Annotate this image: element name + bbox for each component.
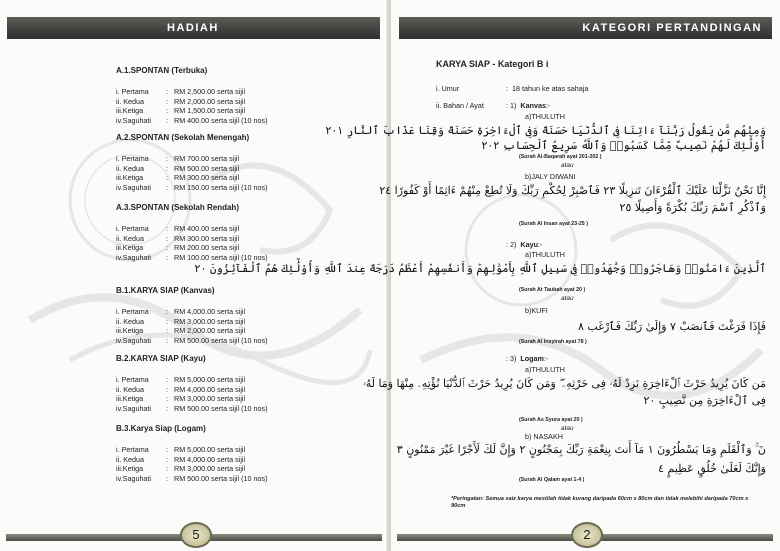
prize-amount: RM 300.00 serta sijil xyxy=(174,173,240,182)
prize-amount: RM 150.00 serta sijil (10 nos) xyxy=(174,182,268,192)
prize-amount: RM 500.00 serta sijil (10 nos) xyxy=(174,473,268,483)
prize-amount: RM 5,000.00 serta sijil xyxy=(174,375,246,384)
page-number: 5 xyxy=(180,522,212,548)
script-style-label: a)THULUTH xyxy=(525,250,565,259)
colon: : xyxy=(166,384,168,394)
colon: : xyxy=(166,375,168,384)
prize-rank: iii.Ketiga xyxy=(116,394,144,403)
prize-row xyxy=(116,317,245,326)
prize-amount: RM 4,000.00 serta sijil xyxy=(174,454,246,464)
prize-row xyxy=(116,116,267,125)
prize-row xyxy=(116,445,245,454)
colon: : xyxy=(166,464,168,473)
colon: : xyxy=(166,473,168,483)
umur-value: : 18 tahun ke atas sahaja xyxy=(506,84,589,93)
prize-rank: iv.Saguhati xyxy=(116,403,152,413)
colon: : xyxy=(166,316,168,326)
arabic-verse: أُوْلَٰٓئِكَ لَهُمْ نَصِيبٌ مِّمَّا كَسَبُوا۟ وَٱللَّهُ سَرِيعُ ٱلْحِسَابِ ٢٠٢ xyxy=(481,139,766,152)
arabic-verse: مَن كَانَ يُرِيدُ حَرْثَ ٱلْءَاخِرَةِ نَزِدْ لَهُۥ فِى حَرْثِهِۦ ۖ وَمَن كَانَ يُرِيدُ حَرْثَ ٱلدُّنْيَا نُؤْتِهِۦ مِنْهَا وَمَا لَهُۥ xyxy=(362,377,766,390)
colon: : xyxy=(166,96,168,106)
material-name: Kayu xyxy=(520,240,538,249)
script-style-label: a)THULUTH xyxy=(525,112,565,121)
umur-label: i. Umur xyxy=(436,84,460,93)
prize-rank: i. Pertama xyxy=(116,224,149,233)
prize-rank: iii.Ketiga xyxy=(116,173,144,182)
prize-rank: iv.Saguhati xyxy=(116,335,152,345)
prize-rank: iv.Saguhati xyxy=(116,182,152,192)
prize-amount: RM 500.00 serta sijil (10 nos) xyxy=(174,335,268,345)
prize-amount: RM 2,500.00 serta sijil xyxy=(174,87,246,96)
item-number: : 3) xyxy=(506,354,517,363)
prize-row xyxy=(116,243,239,252)
arabic-verse: إِنَّا نَحْنُ نَزَّلْنَا عَلَيْكَ ٱلْقُرْءَانَ تَنزِيلًا ٢٣ فَٱصْبِرْ لِحُكْمِ رَبِّكَ وَلَا تُطِعْ مِنْهُمْ ءَاثِمًا أَوْ كَفُورًا ٢٤ xyxy=(379,184,766,197)
bahan-label: ii. Bahan / Ayat xyxy=(436,101,484,110)
prize-amount: RM 100.00 serta sijil (10 nos) xyxy=(174,252,268,262)
prize-row xyxy=(116,106,245,115)
verse-citation: (Surah Al Insan ayat 23-25 ) xyxy=(519,221,588,227)
prize-row xyxy=(116,87,245,96)
item-number: : 1) xyxy=(506,101,517,110)
prize-rank: ii. Kedua xyxy=(116,384,144,394)
arabic-verse: وَمِنْهُم مَّن يَقُولُ رَبَّنَآ ءَاتِنَا فِى ٱلدُّنْيَا حَسَنَةً وَفِى ٱلْءَاخِرَةِ حَسَنَةً وَقِنَا عَذَابَ ٱلنَّارِ ٢٠١ xyxy=(325,124,766,137)
section-title: A.3.SPONTAN (Sekolah Rendah) xyxy=(116,203,239,212)
prize-rank: iii.Ketiga xyxy=(116,326,144,335)
prize-amount: RM 5,000.00 serta sijil xyxy=(174,445,246,454)
prize-row xyxy=(116,234,239,243)
colon: : xyxy=(166,154,168,163)
prize-row xyxy=(116,326,245,335)
prize-rank: ii. Kedua xyxy=(116,316,144,326)
colon: : xyxy=(166,173,168,182)
prize-amount: RM 4,000.00 serta sijil xyxy=(174,307,246,316)
verse-citation: (Surah Al-Baqarah ayat 201-202 ) xyxy=(519,154,602,160)
section-title: A.2.SPONTAN (Sekolah Menengah) xyxy=(116,133,250,142)
size-warning-note: *Peringatan: Semua saiz karya mestilah tidak kurang daripada 60cm x 80cm dan tidak melebihi daripada 70cm x 90cm xyxy=(451,496,749,509)
prize-row xyxy=(116,375,245,384)
prize-row xyxy=(116,224,239,233)
prize-amount: RM 1,500.00 serta sijil xyxy=(174,106,246,115)
prize-amount: RM 200.00 serta sijil xyxy=(174,243,240,252)
prize-rank: i. Pertama xyxy=(116,87,149,96)
section-title: A.1.SPONTAN (Terbuka) xyxy=(116,66,208,75)
colon: : xyxy=(166,115,168,125)
prize-rank: iii.Ketiga xyxy=(116,243,144,252)
prize-row xyxy=(116,385,245,394)
category-title: KARYA SIAP - Kategori B i xyxy=(436,59,549,69)
arabic-verse: فَإِذَا فَرَغْتَ فَٱنصَبْ ٧ وَإِلَىٰ رَبِّكَ فَٱرْغَب ٨ xyxy=(578,320,766,333)
arabic-verse: وَإِنَّكَ لَعَلَىٰ خُلُقٍ عَظِيمٍ ٤ xyxy=(658,462,766,475)
material-suffix: :- xyxy=(545,101,551,110)
colon: : xyxy=(166,307,168,316)
prize-row xyxy=(116,154,239,163)
prize-amount: RM 4,000.00 serta sijil xyxy=(174,384,246,394)
atau-text: atau xyxy=(561,162,574,169)
arabic-verse: فِى ٱلْءَاخِرَةِ مِن نَّصِيبٍ ٢٠ xyxy=(643,394,766,407)
verse-citation: (Surah At Taubah ayat 20 ) xyxy=(519,287,586,293)
arabic-verse: وَٱذْكُرِ ٱسْمَ رَبِّكَ بُكْرَةً وَأَصِيلًا ٢٥ xyxy=(619,201,766,214)
atau-text: atau xyxy=(561,295,574,302)
prize-amount: RM 3,000.00 serta sijil xyxy=(174,394,246,403)
colon: : xyxy=(166,182,168,192)
prize-amount: RM 500.00 serta sijil (10 nos) xyxy=(174,403,268,413)
prize-rank: ii. Kedua xyxy=(116,96,144,106)
prize-rank: iii.Ketiga xyxy=(116,464,144,473)
prize-amount: RM 400.00 serta sijil xyxy=(174,224,240,233)
colon: : xyxy=(166,403,168,413)
prize-rank: i. Pertama xyxy=(116,445,149,454)
material-name: Logam xyxy=(520,354,544,363)
section-title: B.2.KARYA SIAP (Kayu) xyxy=(116,354,206,363)
prize-row xyxy=(116,404,267,413)
item-number: : 2) xyxy=(506,240,517,249)
page-header: HADIAH xyxy=(7,17,380,39)
prize-row xyxy=(116,464,245,473)
colon: : xyxy=(166,224,168,233)
prize-amount: RM 3,000.00 serta sijil xyxy=(174,464,246,473)
prize-rank: iv.Saguhati xyxy=(116,115,152,125)
verse-citation: (Surah Al Qalam ayat 1-4 ) xyxy=(519,477,585,483)
prize-row xyxy=(116,474,267,483)
arabic-verse: ٱلَّذِينَ ءَامَنُوا۟ وَهَاجَرُوا۟ وَجَٰهَدُوا۟ فِى سَبِيلِ ٱللَّهِ بِأَمْوَٰلِهِمْ وَأَنفُسِهِمْ أَعْظَمُ دَرَجَةً عِندَ ٱللَّهِ وَأُوْلَٰٓئِكَ هُمُ ٱلْفَآئِزُونَ ٢٠ xyxy=(194,262,766,275)
prize-amount: RM 400.00 serta sijil (10 nos) xyxy=(174,115,268,125)
prize-amount: RM 2,000.00 serta sijil xyxy=(174,326,246,335)
prize-row xyxy=(116,97,245,106)
colon: : xyxy=(166,445,168,454)
prize-rank: i. Pertama xyxy=(116,154,149,163)
verse-citation: (Surah As Syura ayat 20 ) xyxy=(519,417,583,423)
material-name: Kanvas xyxy=(520,101,546,110)
prize-row xyxy=(116,336,267,345)
script-style-label: b) NASAKH xyxy=(525,432,563,441)
prize-amount: RM 3,000.00 serta sijil xyxy=(174,316,246,326)
material-item xyxy=(506,101,550,110)
prize-rank: i. Pertama xyxy=(116,307,149,316)
prize-row xyxy=(116,173,239,182)
colon: : xyxy=(166,106,168,115)
section-title: B.1.KARYA SIAP (Kanvas) xyxy=(116,286,215,295)
material-suffix: :- xyxy=(543,354,549,363)
colon: : xyxy=(166,243,168,252)
colon: : xyxy=(166,233,168,243)
material-suffix: :- xyxy=(537,240,543,249)
prize-amount: RM 500.00 serta sijil xyxy=(174,163,240,173)
prize-rank: ii. Kedua xyxy=(116,233,144,243)
material-item xyxy=(506,240,542,249)
prize-rank: iii.Ketiga xyxy=(116,106,144,115)
prize-row xyxy=(116,307,245,316)
prize-amount: RM 300.00 serta sijil xyxy=(174,233,240,243)
section-title: B.3.Karya Siap (Logam) xyxy=(116,424,206,433)
colon: : xyxy=(166,163,168,173)
colon: : xyxy=(166,87,168,96)
verse-citation: (Surah Al Insyirah ayat 78 ) xyxy=(519,339,587,345)
prize-row xyxy=(116,183,267,192)
prize-rank: iv.Saguhati xyxy=(116,473,152,483)
prize-rank: iv.Saguhati xyxy=(116,252,152,262)
prize-row xyxy=(116,253,267,262)
arabic-verse: نٓ ۚ وَٱلْقَلَمِ وَمَا يَسْطُرُونَ ١ مَآ أَنتَ بِنِعْمَةِ رَبِّكَ بِمَجْنُونٍ ٢ وَإِنَّ لَكَ لَأَجْرًا غَيْرَ مَمْنُونٍ ٣ xyxy=(396,443,766,456)
prize-rank: ii. Kedua xyxy=(116,163,144,173)
prize-row xyxy=(116,394,245,403)
colon: : xyxy=(166,326,168,335)
prize-row xyxy=(116,455,245,464)
prize-amount: RM 700.00 serta sijil xyxy=(174,154,240,163)
script-style-label: b)JALY DIWANI xyxy=(525,172,576,181)
script-style-label: b)KUFI xyxy=(525,306,548,315)
colon: : xyxy=(166,394,168,403)
page-hadiah xyxy=(0,0,389,551)
colon: : xyxy=(166,454,168,464)
script-style-label: a)THULUTH xyxy=(525,365,565,374)
colon: : xyxy=(166,252,168,262)
prize-rank: ii. Kedua xyxy=(116,454,144,464)
page-header: KATEGORI PERTANDINGAN xyxy=(399,17,772,39)
material-item xyxy=(506,354,548,363)
prize-amount: RM 2,000.00 serta sijil xyxy=(174,96,246,106)
page-number: 2 xyxy=(571,522,603,548)
prize-row xyxy=(116,164,239,173)
colon: : xyxy=(166,335,168,345)
atau-text: atau xyxy=(561,425,574,432)
prize-rank: i. Pertama xyxy=(116,375,149,384)
